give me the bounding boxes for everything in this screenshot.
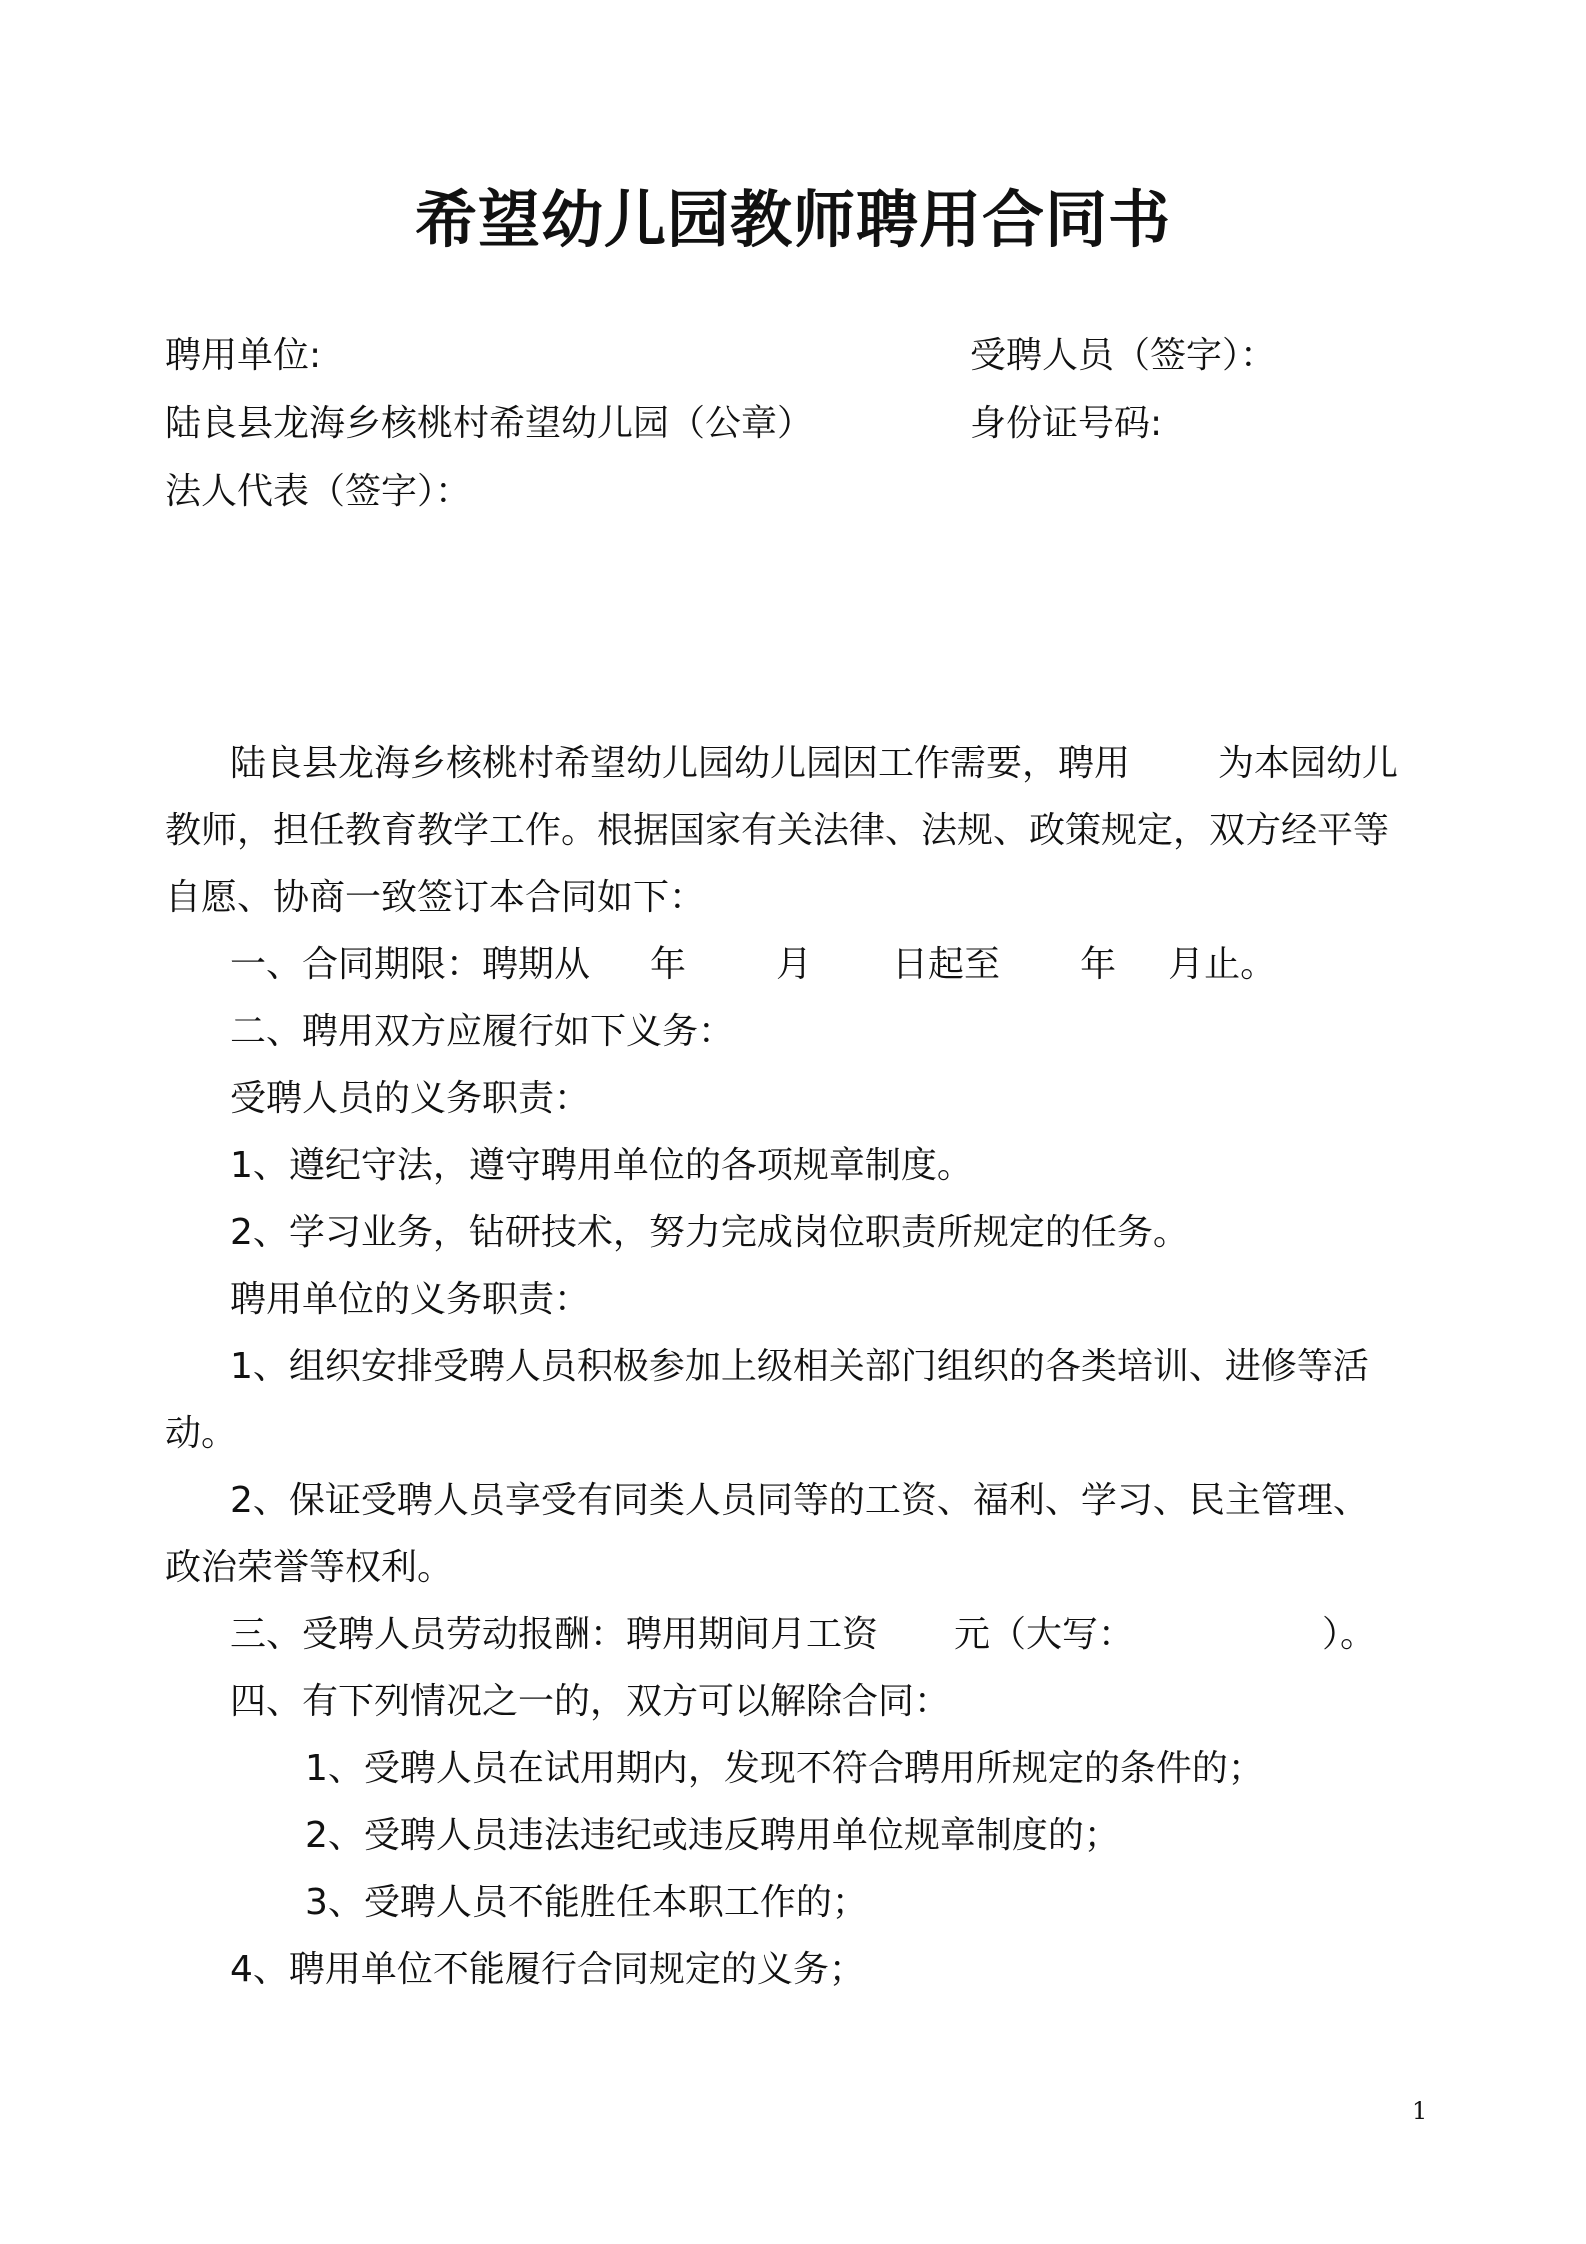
termination-item-2: 2、受聘人员违法违纪或违反聘用单位规章制度的； — [305, 1815, 1120, 1856]
intro-line-1 — [165, 730, 1435, 797]
intro-line-3: 自愿、协商一致签订本合同如下： — [165, 877, 706, 918]
employee-signature-label: 受聘人员（签字）： — [970, 335, 1277, 376]
termination-item-4: 4、聘用单位不能履行合同规定的义务； — [230, 1949, 865, 1990]
term-month-end: 月止。 — [1168, 944, 1277, 985]
section-2-heading: 二、聘用双方应履行如下义务： — [230, 1011, 735, 1052]
employer-duties-heading: 聘用单位的义务职责： — [230, 1279, 591, 1320]
term-year-start: 年 — [650, 944, 687, 985]
term-month-start: 月 — [776, 944, 813, 985]
employer-duty-1-continued: 动。 — [165, 1413, 238, 1454]
term-year-end: 年 — [1080, 944, 1117, 985]
employer-label: 聘用单位: — [165, 335, 322, 376]
salary-close: ）。 — [1322, 1614, 1377, 1655]
employer-duty-2: 2、保证受聘人员享受有同类人员同等的工资、福利、学习、民主管理、 — [230, 1480, 1369, 1521]
document-title: 希望幼儿园教师聘用合同书 — [414, 183, 1171, 256]
employee-duties-heading: 受聘人员的义务职责： — [230, 1078, 591, 1119]
employee-duty-1: 1、遵纪守法，遵守聘用单位的各项规章制度。 — [230, 1145, 973, 1186]
contract-term-clause — [165, 931, 1435, 998]
page-number: 1 — [1412, 2097, 1428, 2125]
id-number-label: 身份证号码: — [970, 403, 1163, 444]
employee-duty-2: 2、学习业务，钻研技术，努力完成岗位职责所规定的任务。 — [230, 1212, 1189, 1253]
termination-item-1: 1、受聘人员在试用期内，发现不符合聘用所规定的条件的； — [305, 1748, 1264, 1789]
salary-written-label: 元（大写： — [954, 1614, 1135, 1655]
term-day-start: 日起至 — [892, 944, 1001, 985]
termination-item-3: 3、受聘人员不能胜任本职工作的； — [305, 1882, 868, 1923]
employer-duty-1: 1、组织安排受聘人员积极参加上级相关部门组织的各类培训、进修等活 — [230, 1346, 1369, 1387]
salary-clause — [165, 1601, 1435, 1668]
section-4-heading: 四、有下列情况之一的，双方可以解除合同： — [230, 1681, 951, 1722]
employer-name: 陆良县龙海乡核桃村希望幼儿园（公章） — [165, 403, 814, 444]
intro-text-part1: 陆良县龙海乡核桃村希望幼儿园幼儿园因工作需要，聘用 — [230, 743, 1131, 784]
salary-label: 三、受聘人员劳动报酬：聘用期间月工资 — [230, 1614, 879, 1655]
employer-duty-2-continued: 政治荣誉等权利。 — [165, 1547, 454, 1588]
intro-line-2: 教师，担任教育教学工作。根据国家有关法律、法规、政策规定，双方经平等 — [165, 810, 1390, 851]
legal-representative-label: 法人代表（签字）： — [165, 471, 472, 512]
intro-text-part2: 为本园幼儿 — [1218, 743, 1399, 784]
term-start-label: 一、合同期限：聘期从 — [230, 944, 591, 985]
contract-body — [165, 730, 1435, 2003]
